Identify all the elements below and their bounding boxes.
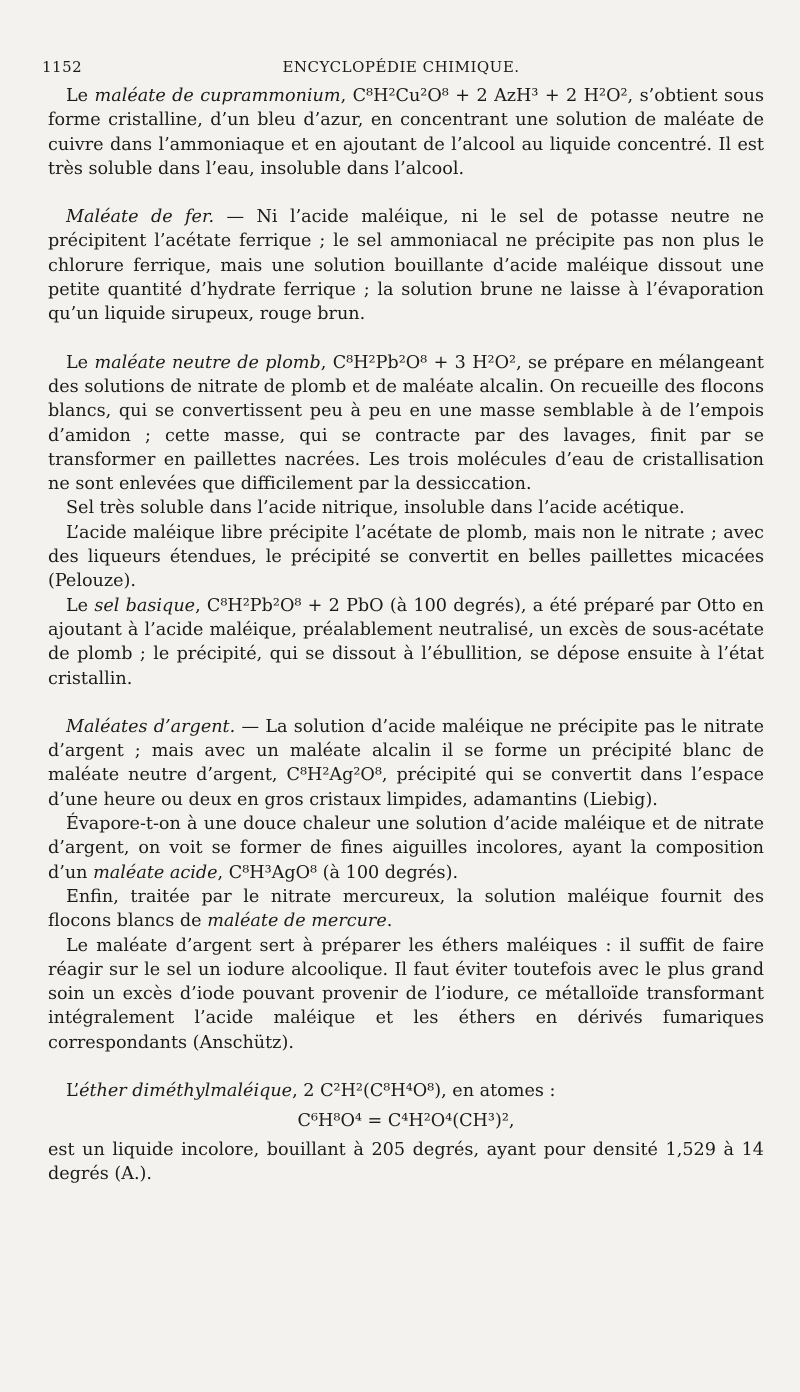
paragraph-closing: est un liquide incolore, bouillant à 205 degrés, ayant pour densité 1,529 à 14 degrés (A.). — [48, 1139, 764, 1184]
paragraph-fer: Maléate de fer. — Ni l’acide maléique, ni le sel de potasse neutre ne précipitent l’acétate ferrique ; le sel ammoniacal ne précipite pas non plus le chlorure ferrique, mais une solution bouillante d’acide maléique dissout une petite quantité d’hydrate ferrique ; la solution brune ne laisse à l’évaporation qu’un liquide sirupeux, rouge brun. — [48, 207, 765, 325]
running-header — [42, 58, 760, 80]
paragraph-cuprammonium: Le maléate de cuprammonium, C⁸H²Cu²O⁸ + 2 AzH³ + 2 H²O², s’obtient sous forme cristalline, d’un bleu d’azur, en concentrant une solution de maléate de cuivre dans l’ammoniaque et en ajoutant de l’alcool au liquide concentré. Il est très soluble dans l’eau, insoluble dans l’alcool. — [48, 86, 764, 179]
paragraph-ether-dimethyl: L’éther diméthylmaléique, 2 C²H²(C⁸H⁴O⁸), en atomes : — [66, 1080, 556, 1101]
formula: C⁶H⁸O⁴ = C⁴H²O⁴(CH³)², — [297, 1111, 515, 1132]
paragraph-ethers: Le maléate d’argent sert à préparer les éthers maléiques : il suffit de faire réagir sur le sel un iodure alcoolique. Il faut éviter toutefois avec le plus grand soin un excès d’iode pouvant provenir de l’iodure, ce métalloïde transformant intégralement l’acide maléique et les éthers en dérivés fumariques correspondants (Anschütz). — [48, 935, 764, 1053]
section-heading: Maléates d’argent. — [66, 716, 236, 737]
term: sel basique — [94, 595, 196, 616]
term: maléate de cuprammonium — [94, 86, 341, 106]
running-title: ENCYCLOPÉDIE CHIMIQUE. — [282, 58, 520, 76]
paragraph-acide-libre: L’acide maléique libre précipite l’acétate de plomb, mais non le nitrate ; avec des liqueurs étendues, le précipité se convertit en belles paillettes micacées (Pelouze). — [48, 522, 764, 592]
term: maléate de mercure — [207, 911, 387, 932]
term: maléate neutre de plomb — [94, 352, 321, 373]
term: maléate acide — [93, 862, 218, 883]
page-number: 1152 — [42, 58, 83, 76]
paragraph-plomb-neutre: Le maléate neutre de plomb, C⁸H²Pb²O⁸ + 3 H²O², se prépare en mélangeant des solutions de nitrate de plomb et de maléate alcalin. On recueille des flocons blancs, qui se convertissent peu à peu en une masse semblable à de l’empois d’amidon ; cette masse, qui se contracte par des lavages, finit par se transformer en paillettes nacrées. Les trois molécules d’eau de cristallisation ne sont enlevées que difficilement par la dessiccation. — [48, 352, 764, 495]
section-heading: Maléate de fer. — [66, 207, 215, 228]
paragraph-maleate-acide: Évapore-t-on à une douce chaleur une solution d’acide maléique et de nitrate d’argent, on voit se former de fines aiguilles incolores, ayant la composition d’un maléate acide, C⁸H³AgO⁸ (à 100 degrés). — [48, 814, 764, 883]
paragraph-mercure: Enfin, traitée par le nitrate mercureux, la solution maléique fournit des flocons blancs de maléate de mercure. — [48, 886, 764, 932]
text-body — [48, 84, 764, 1186]
paragraph-solubilite: Sel très soluble dans l’acide nitrique, insoluble dans l’acide acétique. — [66, 498, 685, 519]
term: éther diméthylmaléique — [79, 1080, 293, 1101]
paragraph-sel-basique: Le sel basique, C⁸H²Pb²O⁸ + 2 PbO (à 100 degrés), a été préparé par Otto en ajoutant à l’acide maléique, préalablement neutralisé, un excès de sous-acétate de plomb ; le précipité, qui se dissout à l’ébullition, se dépose ensuite à l’état cristallin. — [48, 595, 764, 689]
paragraph-argent: Maléates d’argent. — La solution d’acide maléique ne précipite pas le nitrate d’argent ; mais avec un maléate alcalin il se forme un précipité blanc de maléate neutre d’argent, C⁸H²Ag²O⁸, précipité qui se convertit dans l’espace d’une heure ou deux en gros cristaux limpides, adamantins (Liebig). — [48, 716, 764, 810]
